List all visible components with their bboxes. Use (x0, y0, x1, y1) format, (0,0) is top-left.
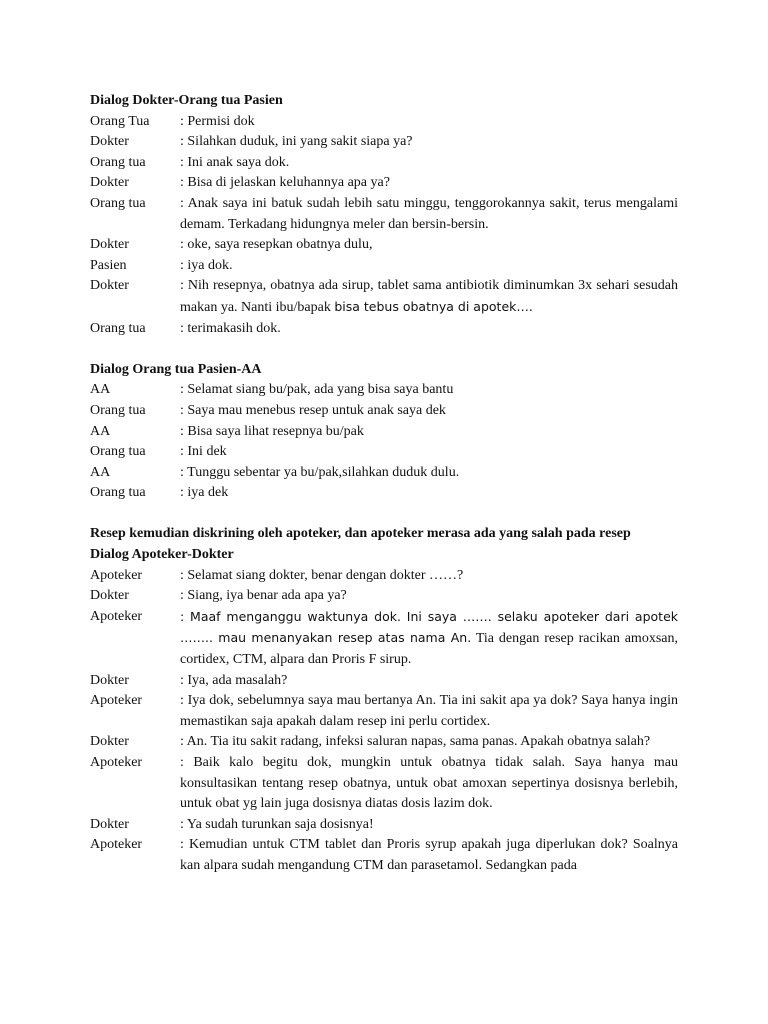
utterance-text: : Selamat siang dokter, benar dengan dokter ……? (180, 567, 464, 583)
dialog-line (90, 132, 678, 153)
dialog-line (90, 671, 678, 692)
section-heading: Dialog Dokter-Orang tua Pasien (90, 93, 283, 108)
utterance-text: : Ini dek (180, 444, 227, 460)
speaker-name: Dokter (90, 175, 129, 191)
utterance-text: : Permisi dok (180, 113, 255, 129)
utterance-text: : Anak saya ini batuk sudah lebih satu minggu, tenggorokannya sakit, terus mengalami demam. Terkadang hidungnya meler dan bersin-bersin. (180, 195, 678, 232)
dialog-line (90, 319, 678, 340)
dialog-line (90, 566, 678, 587)
speaker-name: AA (90, 464, 111, 480)
dialog-line (90, 607, 678, 671)
utterance (180, 483, 678, 504)
utterance-text: : Bisa saya lihat resepnya bu/pak (180, 423, 364, 439)
speaker-name: Dokter (90, 278, 129, 294)
utterance (180, 153, 678, 174)
utterance (180, 422, 678, 443)
utterance-text: : Silahkan duduk, ini yang sakit siapa ya? (180, 134, 413, 150)
speaker-name: Orang tua (90, 154, 146, 170)
utterance (180, 835, 678, 876)
speaker-name: Dokter (90, 134, 129, 150)
utterance (180, 607, 678, 671)
dialog-line (90, 483, 678, 504)
utterance (180, 586, 678, 607)
speaker-name: AA (90, 382, 111, 398)
utterance-text: : iya dok. (180, 257, 233, 273)
utterance-text: : Selamat siang bu/pak, ada yang bisa saya bantu (180, 382, 454, 398)
speaker-name: Orang tua (90, 485, 146, 501)
section-heading: Dialog Orang tua Pasien-AA (90, 361, 262, 377)
speaker-name: Dokter (90, 816, 129, 832)
utterance-text-sans: : Maaf menganggu waktunya dok. Ini saya ……. selaku apoteker dari apotek …….. mau menanyakan resep atas nama An. (180, 608, 678, 646)
speaker-name: Apoteker (90, 837, 143, 853)
speaker-name: Orang tua (90, 444, 146, 460)
dialog-line (90, 256, 678, 277)
speaker-name: Dokter (90, 237, 129, 253)
speaker-name: Dokter (90, 672, 129, 688)
utterance (180, 732, 678, 753)
dialog-line (90, 586, 678, 607)
dialog-line (90, 401, 678, 422)
utterance (180, 380, 678, 401)
utterance (180, 173, 678, 194)
dialog-section (90, 524, 678, 876)
dialog-line (90, 112, 678, 133)
section-heading: Resep kemudian diskrining oleh apoteker, dan apoteker merasa ada yang salah pada resep (90, 526, 631, 542)
utterance-text: : Ya sudah turunkan saja dosisnya! (180, 816, 374, 832)
utterance-text: : oke, saya resepkan obatnya dulu, (180, 237, 373, 253)
section-subheading: Dialog Apoteker-Dokter (90, 547, 234, 563)
speaker-name: Apoteker (90, 693, 143, 709)
speaker-name: Orang tua (90, 195, 146, 211)
utterance (180, 566, 678, 587)
utterance (180, 401, 678, 422)
dialog-line (90, 422, 678, 443)
utterance (180, 132, 678, 153)
utterance-text: : Tunggu sebentar ya bu/pak,silahkan duduk dulu. (180, 464, 460, 480)
utterance (180, 194, 678, 235)
speaker-name: Dokter (90, 734, 129, 750)
utterance (180, 276, 678, 318)
utterance (180, 235, 678, 256)
dialog-line (90, 691, 678, 732)
utterance (180, 671, 678, 692)
utterance-text: : Ini anak saya dok. (180, 154, 290, 170)
speaker-name: Dokter (90, 588, 129, 604)
utterance-text: : Iya dok, sebelumnya saya mau bertanya An. Tia ini sakit apa ya dok? Saya hanya ingin memastikan saja apakah dalam resep ini perlu cortidex. (180, 693, 678, 729)
utterance-text: : An. Tia itu sakit radang, infeksi saluran napas, sama panas. Apakah obatnya salah? (180, 734, 651, 750)
speaker-name: Apoteker (90, 608, 143, 624)
utterance-text: Tia dengan resep racikan amoxsan, cortidex, CTM, alpara dan Proris F sirup. (180, 631, 678, 668)
utterance-text: : Siang, iya benar ada apa ya? (180, 588, 347, 604)
utterance (180, 256, 678, 277)
dialog-line (90, 815, 678, 836)
utterance (180, 691, 678, 732)
speaker-name: Orang tua (90, 320, 146, 336)
utterance (180, 442, 678, 463)
utterance (180, 319, 678, 340)
dialog-section (90, 91, 678, 339)
utterance-text: : Baik kalo begitu dok, mungkin untuk obatnya tidak salah. Saya hanya mau konsultasikan tentang resep obatnya, untuk obat amoxan sepertinya dosisnya berlebih, untuk obat yg lain juga dosisnya diatas dosis lazim dok. (180, 755, 678, 812)
speaker-name: Orang Tua (90, 113, 150, 129)
dialog-line (90, 835, 678, 876)
utterance-text: : Saya mau menebus resep untuk anak saya dek (180, 402, 446, 418)
dialog-line (90, 463, 678, 484)
utterance-text: : iya dek (180, 485, 229, 501)
utterance (180, 753, 678, 815)
utterance-text: : Nih resepnya, obatnya ada sirup, tablet sama antibiotik diminumkan 3x sehari sesudah makan ya. Nanti ibu/bapak (180, 278, 678, 315)
dialog-line (90, 173, 678, 194)
utterance-text: : Bisa di jelaskan keluhannya apa ya? (180, 175, 390, 191)
utterance-text: : terimakasih dok. (180, 320, 281, 336)
utterance-text: : Iya, ada masalah? (180, 672, 288, 688)
speaker-name: Orang tua (90, 402, 146, 418)
dialog-section (90, 360, 678, 504)
utterance (180, 463, 678, 484)
dialog-line (90, 153, 678, 174)
utterance-text: : Kemudian untuk CTM tablet dan Proris syrup apakah juga diperlukan dok? Soalnya kan alpara sudah mengandung CTM dan parasetamol. Sedangkan pada (180, 837, 678, 873)
speaker-name: AA (90, 423, 111, 439)
dialog-line (90, 276, 678, 318)
speaker-name: Pasien (90, 257, 127, 273)
utterance (180, 112, 678, 133)
utterance-text-sans: bisa tebus obatnya di apotek…. (334, 298, 533, 314)
speaker-name: Apoteker (90, 567, 143, 583)
dialog-line (90, 235, 678, 256)
utterance (180, 815, 678, 836)
speaker-name: Apoteker (90, 755, 143, 770)
dialog-line (90, 194, 678, 235)
dialog-line (90, 380, 678, 401)
dialog-line (90, 753, 678, 815)
document-body (90, 91, 678, 877)
dialog-line (90, 442, 678, 463)
dialog-line (90, 732, 678, 753)
